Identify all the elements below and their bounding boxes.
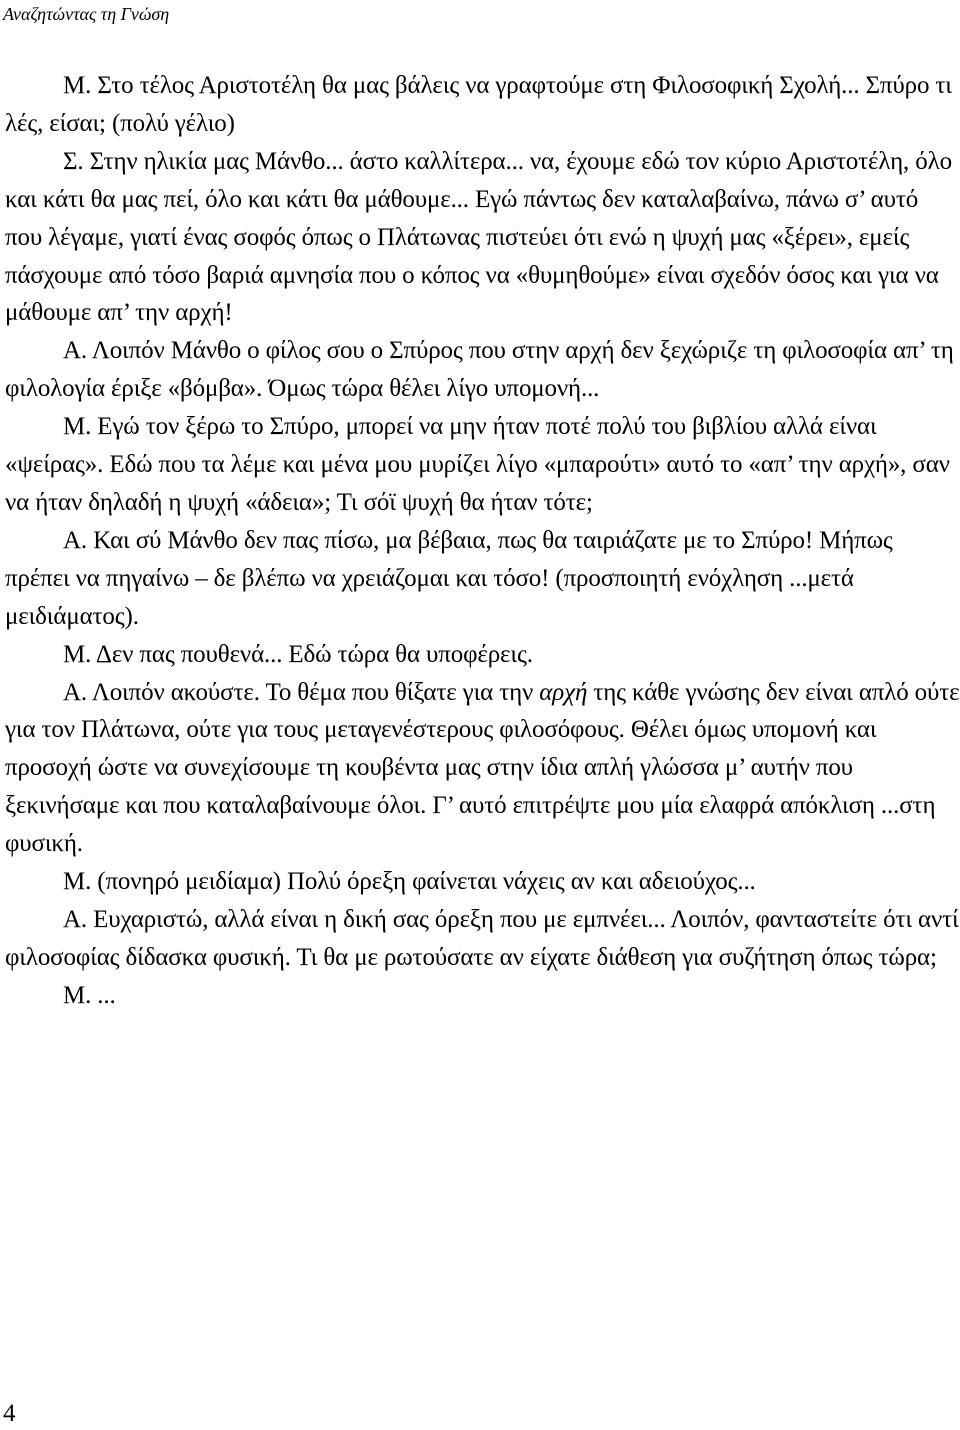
paragraph: Μ. Εγώ τον ξέρω το Σπύρο, μπορεί να μην ήταν ποτέ πολύ του βιβλίου αλλά είναι «ψείρας». Εδώ που τα λέμε και μένα μου μυρίζει λίγο «μπαρούτι» αυτό το «απ’ την αρχή», σαν να ήταν δηλαδή η ψυχή «άδεια»; Τι σόϊ ψυχή θα ήταν τότε; bbox=[5, 413, 950, 516]
paragraph: Σ. Στην ηλικία μας Μάνθο... άστο καλλίτερα... να, έχουμε εδώ τον κύριο Αριστοτέλη, όλο και κάτι θα μας πεί, όλο και κάτι θα μάθουμε... Εγώ πάντως δεν καταλαβαίνω, πάνω σ’ αυτό που λέγαμε, γιατί ένας σοφός όπως ο Πλάτωνας πιστεύει ότι ενώ η ψυχή μας «ξέρει», εμείς πάσχουμε από τόσο βαριά αμνησία που ο κόπος να «θυμηθούμε» είναι σχεδόν όσος και για να μάθουμε απ’ την αρχή! bbox=[5, 147, 952, 327]
paragraph: Μ. Δεν πας πουθενά... Εδώ τώρα θα υποφέρεις. bbox=[63, 640, 533, 668]
page-number: 4 bbox=[3, 1400, 16, 1427]
paragraph bbox=[5, 674, 960, 864]
dialogue-body bbox=[5, 67, 960, 1015]
text-run: της κάθε γνώσης δεν είναι απλό ούτε για τον Πλάτωνα, ούτε για τους μεταγενέστερους φιλοσόφους. Θέλει όμως υπομονή και προσοχή ώστε να συνεχίσουμε τη κουβέντα μας στην ίδια απλή γλώσσα μ’ αυτήν που ξεκινήσαμε και που καταλαβαίνουμε όλοι. Γ’ αυτό επιτρέψτε μου μία ελαφρά απόκλιση ...στη φυσική. bbox=[5, 678, 960, 858]
paragraph: Α. Και σύ Μάνθο δεν πας πίσω, μα βέβαια, πως θα ταιριάζατε με το Σπύρο! Μήπως πρέπει να πηγαίνω – δε βλέπω να χρειάζομαι και τόσο! (προσποιητή ενόχληση ...μετά μειδιάματος). bbox=[5, 526, 893, 630]
paragraph: Α. Λοιπόν Μάνθο ο φίλος σου ο Σπύρος που στην αρχή δεν ξεχώριζε τη φιλοσοφία απ’ τη φιλολογία έριξε «βόμβα». Όμως τώρα θέλει λίγο υπομονή... bbox=[5, 337, 954, 403]
emphasized-word: αρχή bbox=[539, 678, 588, 706]
running-header: Αναζητώντας τη Γνώση bbox=[3, 4, 170, 24]
paragraph: Μ. Στο τέλος Αριστοτέλη θα μας βάλεις να γραφτούμε στη Φιλοσοφική Σχολή... Σπύρο τι λές, είσαι; (πολύ γέλιο) bbox=[5, 72, 952, 137]
paragraph: Μ. (πονηρό μειδίαμα) Πολύ όρεξη φαίνεται νάχεις αν και αδειούχος... bbox=[63, 868, 756, 896]
paragraph: Μ. ... bbox=[63, 981, 116, 1009]
paragraph: Α. Ευχαριστώ, αλλά είναι η δική σας όρεξη που με εμπνέει... Λοιπόν, φανταστείτε ότι αντί φιλοσοφίας δίδασκα φυσική. Τι θα με ρωτούσατε αν είχατε διάθεση για συζήτηση όπως τώρα; bbox=[5, 905, 959, 971]
text-run: Α. Λοιπόν ακούστε. Το θέμα που θίξατε για την bbox=[63, 678, 540, 706]
